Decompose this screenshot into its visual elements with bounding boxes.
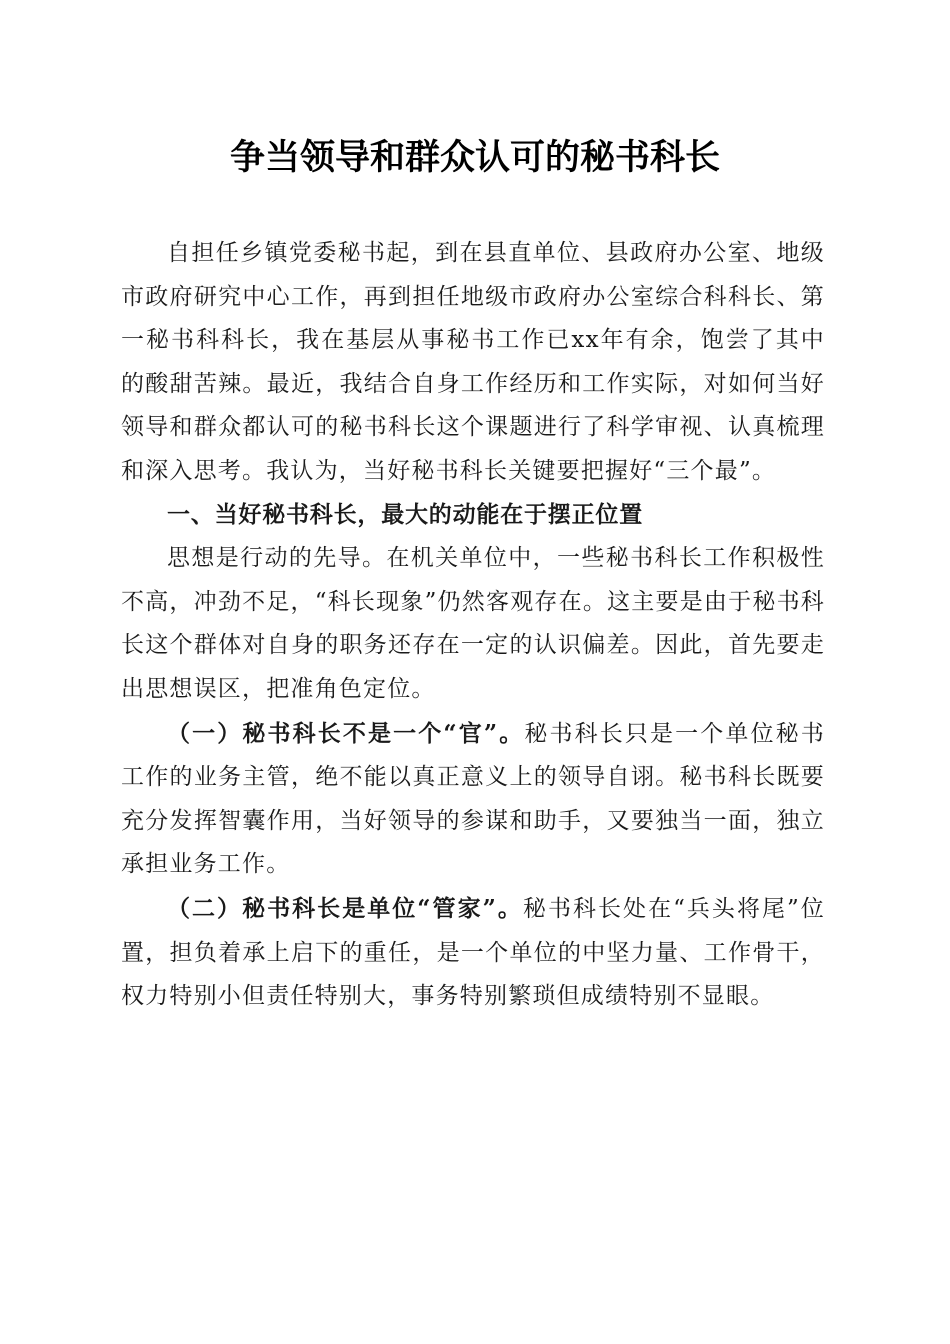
point-1-text: 秘书科长只是一个单位秘书工作的业务主管，绝不能以真正意义上的领导自诩。秘书科长既要充分发挥智囊作用，当好领导的参谋和助手，又要独当一面，独立承担业务工作。 [121, 720, 825, 878]
intro-paragraph: 自担任乡镇党委秘书起，到在县直单位、县政府办公室、地级市政府研究中心工作，再到担任地级市政府办公室综合科科长、第一秘书科科长，我在基层从事秘书工作已xx年有余，饱尝了其中的酸甜苦辣。最近，我结合自身工作经历和工作实际，对如何当好领导和群众都认可的秘书科长这个课题进行了科学审视、认真梳理和深入思考。我认为，当好秘书科长关键要把握好“三个最”。 [121, 240, 825, 484]
point-1-paragraph [121, 712, 825, 887]
point-2-paragraph [121, 887, 825, 1019]
document-body [121, 232, 825, 1019]
section-1-paragraph: 思想是行动的先导。在机关单位中，一些秘书科长工作积极性不高，冲劲不足，“科长现象”仍然客观存在。这主要是由于秘书科长这个群体对自身的职务还存在一定的认识偏差。因此，首先要走出思想误区，把准角色定位。 [121, 545, 825, 702]
point-2-lead: （二）秘书科长是单位“管家”。 [167, 894, 523, 922]
document-title: 争当领导和群众认可的秘书科长 [229, 137, 720, 178]
point-1-lead: （一）秘书科长不是一个“官”。 [167, 719, 525, 747]
section-heading-1: 一、当好秘书科长，最大的动能在于摆正位置 [167, 501, 643, 528]
point-2-text: 秘书科长处在“兵头将尾”位置，担负着承上启下的重任，是一个单位的中坚力量、工作骨干，权力特别小但责任特别大，事务特别繁琐但成绩特别不显眼。 [121, 895, 825, 1010]
